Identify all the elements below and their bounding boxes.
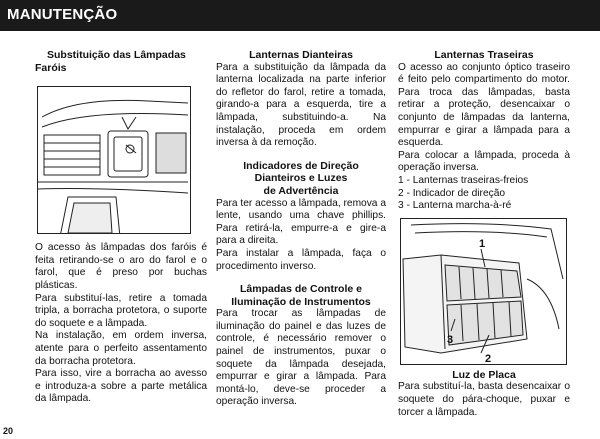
front-lamps-heading: Lanternas Dianteiras	[249, 49, 353, 61]
indicators-heading-line1: Indicadores de Direção	[243, 159, 359, 172]
headlamp-text-2: Para substituí-las, retire a tomada tripla, a borracha protetora, o suporte do soquete e a lâmpada.	[35, 292, 207, 329]
instrument-lamps-heading-line1: Lâmpadas de Controle e	[240, 283, 362, 296]
headlamp-drawing	[38, 87, 190, 233]
rear-lamps-text-2: Para colocar a lâmpada, proceda à operação inversa.	[398, 149, 570, 174]
headlamp-heading-line1: Substituição das Lâmpadas	[47, 49, 186, 61]
headlamp-text-4: Para isso, vire a borracha ao avesso e introduza-a sobre a parte metálica da lâmpada.	[35, 368, 207, 405]
rear-lamp-drawing	[401, 219, 566, 364]
instrument-lamps-text: Para trocar as lâmpadas de iluminação do painel e das luzes de controle, é necessário remover o painel de instrumentos, puxar o soquete da lâmpada desejada, empurrar e girar a lâmpada. Para montá-lo, deve-se proceder a operação inversa.	[216, 308, 386, 408]
column-rear-lamps	[398, 49, 570, 419]
headlamp-text-1: O acesso às lâmpadas dos faróis é feita retirando-se o aro do farol e o farol, que é preso por buchas plásticas.	[35, 242, 207, 291]
headlamp-text-3: Na instalação, em ordem inversa, atente para o perfeito assentamento da borracha protetora.	[35, 330, 207, 367]
plate-light-text: Para substituí-la, basta desencaixar o soquete do pára-choque, puxar e torcer a lâmpada.	[398, 381, 570, 418]
figure-label-2: 2	[485, 352, 492, 364]
list-item: 3 - Lanterna marcha-à-ré	[398, 200, 512, 212]
column-front-lamps	[216, 49, 386, 409]
indicators-heading-line3: de Advertência	[263, 184, 339, 197]
figure-label-1: 1	[479, 237, 486, 250]
headlamp-heading	[35, 49, 207, 74]
rear-lamps-heading: Lanternas Traseiras	[434, 49, 534, 61]
headlamp-illustration	[37, 86, 191, 234]
indicators-heading	[216, 160, 386, 198]
rear-lamp-illustration	[400, 218, 567, 365]
instrument-lamps-heading-line2: Iluminação de Instrumentos	[231, 295, 371, 308]
indicators-heading-line2: Dianteiros e Luzes	[254, 172, 348, 185]
headlamp-heading-line2: Faróis	[35, 61, 67, 74]
rear-lamps-text-1: O acesso ao conjunto óptico traseiro é feito pelo compartimento do motor. Para troca das lâmpadas, basta retirar a proteção, desencaixar o conjunto de lâmpadas da lanterna, empurrar e girar a lâmpada para a esquerda.	[398, 61, 570, 149]
indicators-text-1: Para ter acesso a lâmpada, remova a lente, usando uma chave phillips. Para retirá-la, empurre-a e gire-a para a direita.	[216, 197, 386, 247]
figure-label-3: 3	[447, 333, 454, 346]
page-number: 20	[3, 426, 14, 436]
plate-light-heading: Luz de Placa	[452, 368, 516, 381]
rear-lamps-list	[398, 175, 570, 213]
instrument-lamps-heading	[216, 283, 386, 308]
list-item: 2 - Indicador de direção	[398, 187, 506, 199]
column-headlamps	[35, 49, 207, 406]
front-lamps-text: Para a substituição da lâmpada da lanterna localizada na parte inferior do refletor do farol, retire a tomada, girando-a para a esquerda, tire a lâmpada, substituindo-a. Na instalação, proceda em ordem inversa à da remoção.	[216, 61, 386, 149]
section-title: MANUTENÇÃO	[7, 6, 118, 23]
list-item: 1 - Lanternas traseiras-freios	[398, 174, 529, 186]
indicators-text-2: Para instalar a lâmpada, faça o procedimento inverso.	[216, 247, 386, 272]
section-header	[0, 0, 600, 31]
